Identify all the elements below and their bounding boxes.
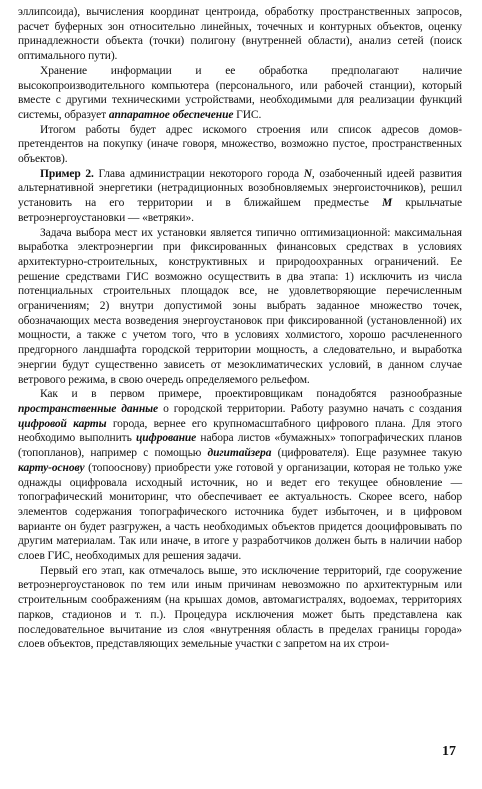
paragraph — [18, 387, 462, 563]
emphasized-text: карту-основу — [18, 461, 85, 474]
page-number: 17 — [442, 744, 456, 759]
paragraph — [18, 64, 462, 123]
paragraph-text: эллипсоида), вычисления координат центроида, обработку пространственных запросов, расчет буферных зон относительно линейных, точечных и контурных объектов, оценку принадлежности объекта (точки) полигону (внутренней области), анализ сетей (поиск оптимального пути). — [18, 6, 462, 63]
paragraph-text: ГИС. — [233, 108, 262, 121]
paragraph — [18, 167, 462, 226]
page-text-body — [18, 5, 462, 652]
paragraph-text: Первый его этап, как отмечалось выше, это исключение территорий, где сооружение ветроэнергоустановок по тем или иным причинам невозможно по архитектурным или строительным соображениям (на крышах домов, автомагистралях, водоемах, территориях парков, стадионов и т. п.). Процедура исключения может быть представлена как последовательное вычитание из слоя «внутренняя область в пределах границы города» слоев объектов, представляющих земельные участки с запретом на их строи- — [18, 564, 462, 651]
paragraph-text: набора листов «бумажных» топографических планов (топопланов), например с помощью — [18, 432, 462, 460]
paragraph-text: , озабоченный идеей развития альтернативной энергетики (нетрадиционных возобновляемых энергоисточников), решил установить на его территории и в ближайшем предместье — [18, 167, 462, 210]
paragraph — [18, 226, 462, 388]
paragraph — [18, 564, 462, 652]
paragraph-text: (цифрователя). Еще разумнее такую — [271, 447, 462, 460]
emphasized-text: аппаратное обеспечение — [108, 108, 234, 121]
paragraph-text: (топооснову) приобрести уже готовой у организации, которая не только уже однажды оцифровала исходный источник, но и ведет его текущее обновление — топографический мониторинг, что обеспечивает ее актуальность. Скорее всего, набор элементов содержания топографического источника будет избыточен, и в цифровом варианте он будет разгружен, а часть необходимых объектов придется дооцифровывать по другим материалам. Так или иначе, в итоге у разработчиков должен быть в наличии набор слоев ГИС, необходимых для решения задачи. — [18, 461, 462, 563]
emphasized-text: цифрование — [135, 432, 197, 445]
emphasized-text: Пример 2. — [40, 167, 94, 180]
paragraph-text: Хранение информации и ее обработка предполагают наличие высокопроизводительного компьютера (персонального, или рабочей станции), который вместе с другими техническими устройствами, необходимыми для реализации функций системы, образует — [18, 64, 462, 121]
emphasized-text: цифровой карты — [18, 417, 107, 430]
paragraph-text: Как и в первом примере, проектировщикам понадобятся разнообразные — [40, 388, 462, 401]
paragraph-text: Глава администрации некоторого города — [93, 167, 304, 180]
paragraph-text: крыльчатые ветроэнергоустановки — «ветряки». — [18, 197, 462, 224]
paragraph-text: Итогом работы будет адрес искомого строения или список адресов домов-претендентов на покупку (иначе говоря, множество, возможно пустое, пространственных объектов). — [18, 123, 462, 166]
emphasized-text: M — [382, 197, 393, 210]
emphasized-text: пространственные данные — [18, 402, 159, 415]
emphasized-text: дигитайзера — [207, 447, 272, 460]
paragraph — [18, 123, 462, 167]
paragraph-text: Задача выбора мест их установки является типично оптимизационной: максимальная выработка электроэнергии при фиксированных финансовых средствах в условиях архитектурно-строительных, конструктивных и природоохранных ограничений. Ее решение средствами ГИС возможно осуществить в два этапа: 1) исключить из числа потенциальных строительных площадок все, не удовлетворяющие перечисленным ограничениям; 2) внутри допустимой зоны выбрать заданное множество точек, обозначающих места возведения энергоустановок при фиксированной (установленной) их мощности, а также с учетом того, что в условиях холмистого, хорошо расчлененного предгорного ландшафта городской территории мощность, а следовательно, и выработка энергии будут существенно зависеть от мезоклиматических условий, в данном случае ветрового режима, в свою очередь определяемого рельефом. — [18, 226, 462, 386]
paragraph-text: города, вернее его крупномасштабного цифрового плана. Для этого необходимо выполнить — [18, 417, 462, 445]
paragraph — [18, 5, 462, 64]
emphasized-text: N — [303, 167, 312, 180]
paragraph-text: о городской территории. Работу разумно начать с создания — [158, 402, 462, 415]
